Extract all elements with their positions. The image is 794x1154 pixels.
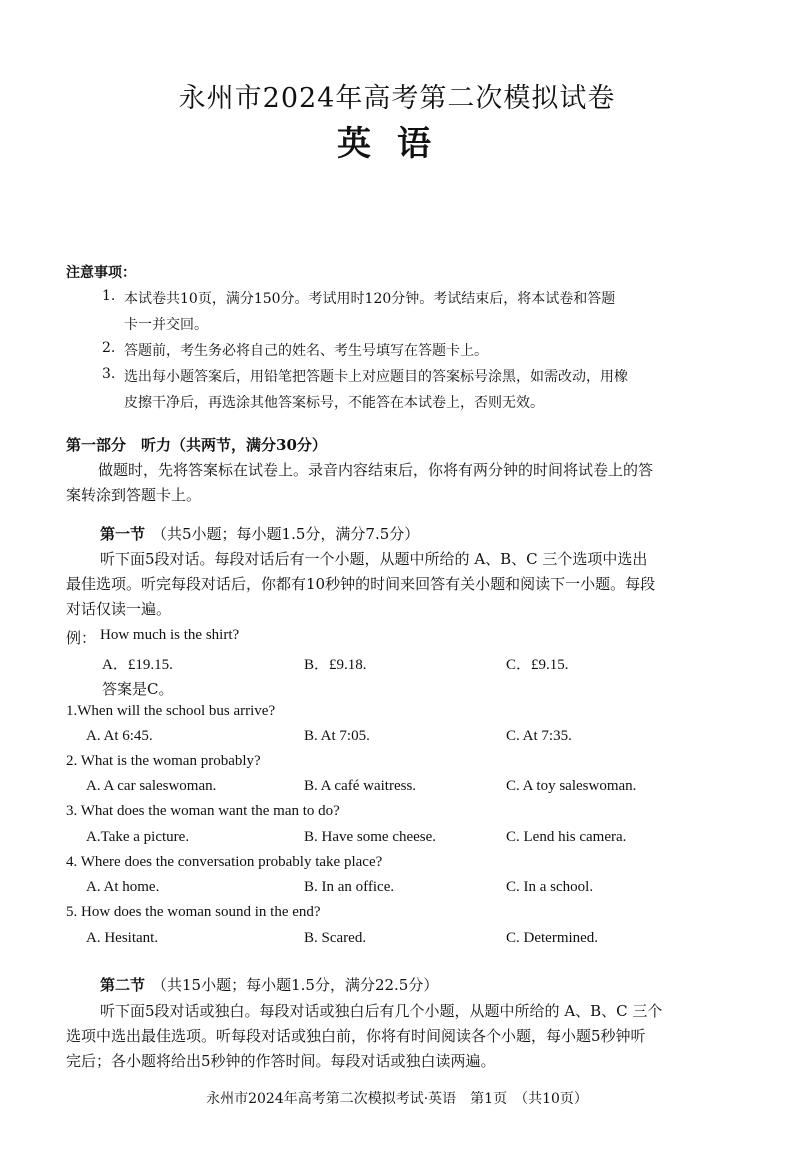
question-2: 2. What is the woman probably? (66, 753, 261, 769)
section1-intro-line: 最佳选项。听完每段对话后，你都有10秒钟的时间来回答有关小题和阅读下一小题。每段 (66, 575, 656, 593)
example-question: How much is the shirt? (100, 627, 240, 643)
question-3: 3. What does the woman want the man to do? (66, 803, 340, 819)
question-2-option-b: B. A café waitress. (304, 778, 417, 794)
notice-item-line: 答题前，考生务必将自己的姓名、考生号填写在答题卡上。 (124, 343, 488, 359)
question-4-option-c: C. In a school. (506, 879, 594, 895)
question-5-option-a: A. Hesitant. (86, 930, 159, 946)
part1-heading: 第一部分 听力（共两节，满分30分） (66, 436, 327, 454)
notice-item-line: 选出每小题答案后，用铅笔把答题卡上对应题目的答案标号涂黑，如需改动，用橡 (124, 369, 628, 385)
section2-heading: 第二节 (100, 976, 146, 994)
notice-item-line: 卡一并交回。 (124, 317, 208, 333)
question-2-option-a: A. A car saleswoman. (86, 778, 217, 794)
section2-meta: （共15小题；每小题1.5分，满分22.5分） (152, 976, 439, 994)
section1-heading: 第一节 (100, 525, 146, 543)
question-3-option-b: B. Have some cheese. (304, 829, 437, 845)
exam-title: 永州市2024年高考第二次模拟试卷 (178, 83, 616, 114)
section2-intro-line: 听下面5段对话或独白。每段对话或独白后有几个小题，从题中所给的 A、B、C 三个 (100, 1002, 663, 1020)
question-2-option-c: C. A toy saleswoman. (506, 778, 637, 794)
question-4-option-b: B. In an office. (304, 879, 395, 895)
exam-subject: 英语 (337, 124, 457, 164)
question-3-option-a: A.Take a picture. (86, 829, 190, 845)
question-1-option-c: C. At 7:35. (506, 728, 572, 744)
question-5: 5. How does the woman sound in the end? (66, 904, 321, 920)
section2-intro-line: 选项中选出最佳选项。听每段对话或独白前，你将有时间阅读各个小题，每小题5秒钟听 (66, 1027, 646, 1045)
example-option-a: A．£19.15. (102, 657, 173, 673)
notice-item-number: 1. (102, 288, 116, 304)
question-3-option-c: C. Lend his camera. (506, 829, 627, 845)
example-option-b: B．£9.18. (304, 657, 367, 673)
question-4: 4. Where does the conversation probably take place? (66, 854, 383, 870)
question-5-option-c: C. Determined. (506, 930, 599, 946)
page-footer: 永州市2024年高考第二次模拟考试·英语 第1页 （共10页） (206, 1091, 588, 1107)
section1-intro-line: 听下面5段对话。每段对话后有一个小题，从题中所给的 A、B、C 三个选项中选出 (100, 550, 648, 568)
notice-item-number: 3. (102, 366, 116, 382)
question-1-option-a: A. At 6:45. (86, 728, 153, 744)
question-5-option-b: B. Scared. (304, 930, 367, 946)
part1-intro-line: 做题时，先将答案标在试卷上。录音内容结束后，你将有两分钟的时间将试卷上的答 (98, 461, 654, 479)
section2-intro-line: 完后；各小题将给出5秒钟的作答时间。每段对话或独白读两遍。 (66, 1052, 496, 1070)
question-4-option-a: A. At home. (86, 879, 160, 895)
notice-item-line: 本试卷共10页，满分150分。考试用时120分钟。考试结束后，将本试卷和答题 (124, 291, 616, 307)
notice-item-number: 2. (102, 340, 116, 356)
example-label: 例： (66, 629, 97, 647)
section1-meta: （共5小题；每小题1.5分，满分7.5分） (152, 525, 420, 543)
question-1-option-b: B. At 7:05. (304, 728, 370, 744)
section1-intro-line: 对话仅读一遍。 (66, 600, 172, 618)
example-answer: 答案是C。 (102, 680, 174, 698)
notice-item-line: 皮擦干净后，再选涂其他答案标号，不能答在本试卷上，否则无效。 (124, 395, 544, 411)
part1-intro-line: 案转涂到答题卡上。 (66, 486, 202, 504)
question-1: 1.When will the school bus arrive? (66, 703, 276, 719)
example-option-c: C．£9.15. (506, 657, 569, 673)
notice-heading: 注意事项： (66, 265, 136, 281)
